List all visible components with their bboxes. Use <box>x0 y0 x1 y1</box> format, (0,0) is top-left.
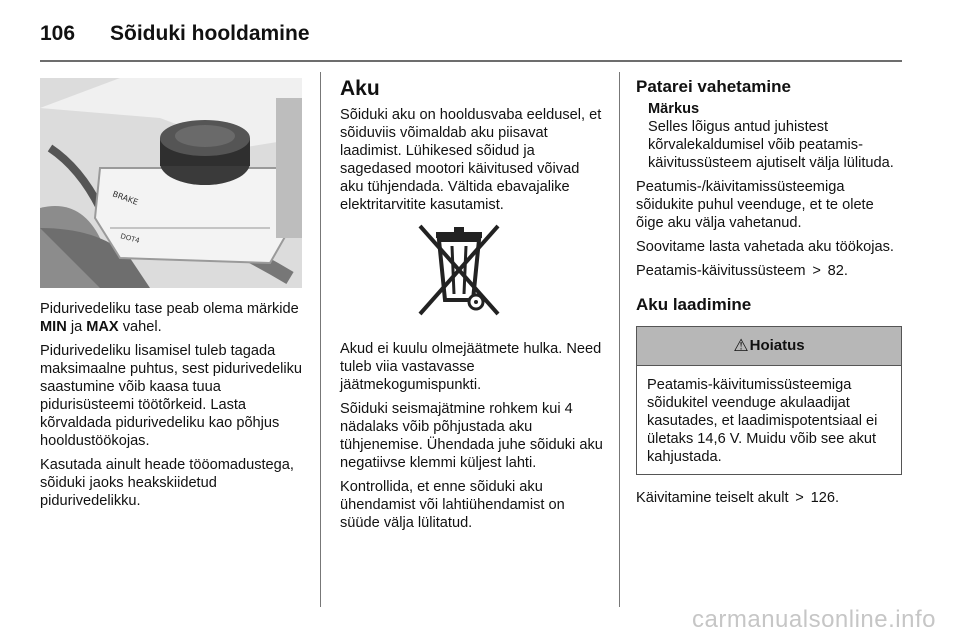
workshop-recommendation-paragraph: Soovitame lasta vahetada aku töökojas. <box>636 239 894 255</box>
cap-label-1: BRAKE <box>111 189 140 207</box>
page-number: 106 <box>40 22 76 45</box>
note-text: Selles lõigus antud juhistest kõrvalekaldumisel võib peatamis-käivitussüsteem ajutiselt välja lülituda. <box>648 119 894 171</box>
ignition-check-paragraph: Kontrollida, et enne sõiduki aku ühendamist või lahtiühendamist on süüde välja lülitatud. <box>340 479 565 531</box>
cap-label-2: DOT4 <box>119 232 141 246</box>
battery-disposal-paragraph: Akud ei kuulu olmejäätmete hulka. Need tuleb viia vastavasse jäätmekogumispunkti. <box>340 341 602 393</box>
warning-header <box>637 327 901 366</box>
warning-text: Peatamis-käivitumissüsteemiga sõidukitel veenduge akulaadijat kasutades, et laadimispotentsiaal ei ületaks 14,6 V. Muidu võib see akut kahjustada. <box>647 377 878 465</box>
column-1 <box>40 300 305 516</box>
section-heading-battery-replacement: Patarei vahetamine <box>636 77 791 96</box>
brake-refill-paragraph: Pidurivedeliku lisamisel tuleb tagada maksimaalne puhtus, sest pidurivedeliku saastumine võib kaasa tuua pidurisüsteemi töötõrkeid. Lasta kõrvaldada pidurivedeliku kao põhjus hooldustöökojas. <box>40 343 303 449</box>
note-block <box>636 100 904 172</box>
crossed-out-bin-icon <box>416 222 502 318</box>
warning-triangle-icon: ⚠ <box>733 336 749 355</box>
max-mark: MAX <box>86 319 119 335</box>
stop-start-reference: Peatamis-käivitussüsteem > 82. <box>636 263 848 279</box>
watermark: carmanualsonline.info <box>692 606 936 633</box>
stop-start-battery-paragraph: Peatumis-/käivitamissüsteemiga sõidukite puhul veenduge, et te olete õige aku välja vahetanud. <box>636 179 874 231</box>
column-divider-2 <box>619 72 620 607</box>
column-divider-1 <box>320 72 321 607</box>
page-header <box>40 14 920 54</box>
brake-fluid-reservoir-photo <box>40 78 302 288</box>
column-3 <box>636 72 904 513</box>
brake-fluid-type-paragraph: Kasutada ainult heade tööomadustega, sõiduki jaoks heakskiidetud pidurivedelikku. <box>40 457 294 509</box>
section-heading-battery-charging: Aku laadimine <box>636 295 752 314</box>
page-reference-arrow-icon: > <box>812 263 821 279</box>
warning-title: Hoiatus <box>749 337 805 354</box>
note-title: Märkus <box>648 101 700 117</box>
battery-storage-paragraph: Sõiduki seismajätmine rohkem kui 4 nädalaks võib põhjustada aku tühjenemise. Ühendada juhe sõiduki aku negatiivse klemmi küljest lahti. <box>340 401 603 471</box>
page-reference-link[interactable]: 126. <box>810 490 840 506</box>
reservoir-illustration <box>40 78 302 288</box>
header-rule <box>40 60 902 62</box>
min-mark: MIN <box>40 319 67 335</box>
brake-level-paragraph: Pidurivedeliku tase peab olema märkide MIN ja MAX vahel. <box>40 301 299 335</box>
section-heading-battery: Aku <box>340 77 380 100</box>
jump-start-reference: Käivitamine teiselt akult > 126. <box>636 490 840 506</box>
page-title: Sõiduki hooldamine <box>110 22 310 45</box>
battery-maintenance-paragraph: Sõiduki aku on hooldusvaba eeldusel, et sõiduviis võimaldab aku piisavat laadimist. Lühikesed sõidud ja sagedased mootori käivitused võivad aku tühjendada. Vältida ebavajalike elektritarvitite kasutamist. <box>340 107 602 213</box>
column-2 <box>340 72 605 538</box>
warning-box <box>636 326 902 475</box>
page-reference-arrow-icon: > <box>795 490 804 506</box>
page-reference-link[interactable]: 82. <box>827 263 848 279</box>
